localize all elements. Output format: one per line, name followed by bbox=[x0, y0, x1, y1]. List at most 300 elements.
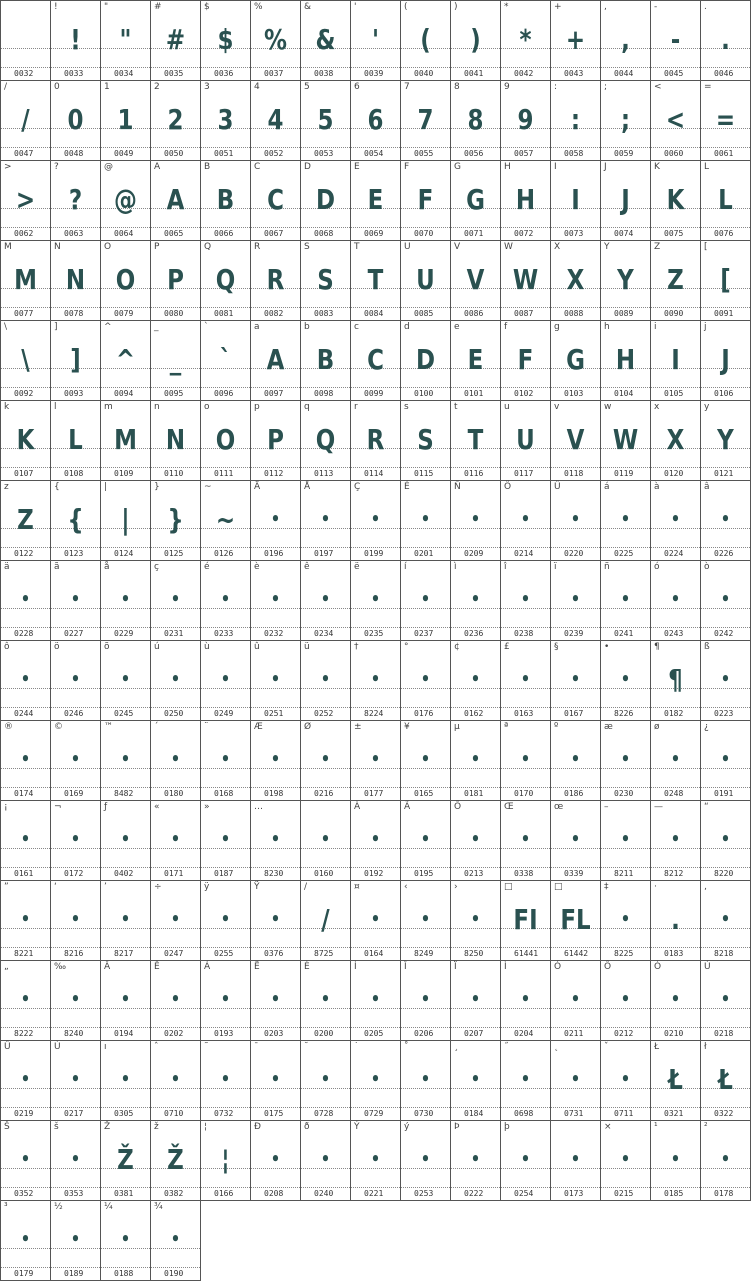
char-label: ª bbox=[504, 722, 509, 732]
glyph-preview: ' bbox=[371, 23, 380, 56]
descender-guide bbox=[551, 67, 600, 68]
descender-guide bbox=[451, 387, 500, 388]
descender-guide bbox=[301, 467, 350, 468]
descender-guide bbox=[451, 1027, 500, 1028]
glyph-cell bbox=[700, 880, 751, 960]
descender-guide bbox=[151, 1187, 200, 1188]
glyph-cell bbox=[150, 400, 200, 480]
descender-guide bbox=[451, 947, 500, 948]
glyph-cell bbox=[100, 480, 150, 560]
descender-guide bbox=[301, 1107, 350, 1108]
glyph-cell bbox=[450, 960, 500, 1040]
char-code: 0223 bbox=[714, 709, 734, 718]
char-code: 0183 bbox=[664, 949, 684, 958]
char-label: e bbox=[454, 322, 460, 332]
glyph-preview: • bbox=[420, 1149, 431, 1170]
char-label: n bbox=[154, 402, 160, 412]
glyph-cell bbox=[0, 640, 50, 720]
glyph-cell bbox=[600, 1120, 650, 1201]
char-label: 1 bbox=[104, 82, 110, 92]
glyph-preview: • bbox=[620, 989, 631, 1010]
glyph-cell bbox=[600, 80, 650, 160]
char-label: ˘ bbox=[304, 1042, 309, 1052]
glyph-cell bbox=[650, 800, 700, 880]
glyph-cell bbox=[300, 800, 350, 880]
descender-guide bbox=[601, 787, 650, 788]
descender-guide bbox=[1, 227, 50, 228]
descender-guide bbox=[201, 547, 250, 548]
glyph-cell bbox=[0, 960, 50, 1040]
glyph-preview: • bbox=[420, 749, 431, 770]
char-label: O bbox=[104, 242, 112, 252]
glyph-preview: 3 bbox=[217, 103, 234, 136]
glyph-preview: • bbox=[20, 749, 31, 770]
char-code: 0178 bbox=[714, 1189, 734, 1198]
glyph-preview: R bbox=[366, 423, 385, 456]
char-code: 0050 bbox=[164, 149, 184, 158]
glyph-preview: • bbox=[520, 509, 531, 530]
char-label: g bbox=[554, 322, 560, 332]
glyph-cell bbox=[0, 240, 50, 320]
glyph-preview: • bbox=[570, 509, 581, 530]
glyph-cell bbox=[0, 1200, 50, 1281]
char-code: 0203 bbox=[264, 1029, 284, 1038]
char-label: l bbox=[54, 402, 57, 412]
descender-guide bbox=[251, 467, 300, 468]
descender-guide bbox=[651, 307, 700, 308]
glyph-cell bbox=[350, 160, 400, 240]
char-label: 9 bbox=[504, 82, 510, 92]
descender-guide bbox=[501, 867, 550, 868]
glyph-cell bbox=[0, 160, 50, 240]
glyph-preview: • bbox=[420, 1069, 431, 1090]
char-label: ë bbox=[354, 562, 360, 572]
descender-guide bbox=[351, 467, 400, 468]
char-label: ² bbox=[704, 1122, 708, 1132]
char-label: þ bbox=[504, 1122, 510, 1132]
glyph-preview: V bbox=[466, 263, 485, 296]
glyph-cell bbox=[550, 160, 600, 240]
glyph-preview: • bbox=[220, 589, 231, 610]
char-code: 0218 bbox=[714, 1029, 734, 1038]
glyph-preview: • bbox=[20, 1149, 31, 1170]
char-label: h bbox=[604, 322, 610, 332]
descender-guide bbox=[351, 67, 400, 68]
descender-guide bbox=[401, 147, 450, 148]
descender-guide bbox=[401, 387, 450, 388]
char-code: 0182 bbox=[664, 709, 684, 718]
glyph-preview: • bbox=[20, 909, 31, 930]
glyph-preview: • bbox=[220, 829, 231, 850]
char-label: ƒ bbox=[104, 802, 108, 812]
char-code: 0172 bbox=[64, 869, 84, 878]
descender-guide bbox=[701, 387, 750, 388]
descender-guide bbox=[51, 787, 100, 788]
char-code: 0166 bbox=[214, 1189, 234, 1198]
char-code: 0052 bbox=[264, 149, 284, 158]
glyph-cell bbox=[200, 160, 250, 240]
glyph-preview: ( bbox=[420, 23, 431, 56]
descender-guide bbox=[401, 1107, 450, 1108]
glyph-preview: • bbox=[120, 669, 131, 690]
descender-guide bbox=[501, 1187, 550, 1188]
char-label: ˝ bbox=[504, 1042, 509, 1052]
char-code: 0071 bbox=[464, 229, 484, 238]
char-code: 8211 bbox=[614, 869, 634, 878]
char-label: j bbox=[704, 322, 707, 332]
glyph-cell bbox=[350, 960, 400, 1040]
char-code: 0049 bbox=[114, 149, 134, 158]
descender-guide bbox=[451, 1187, 500, 1188]
char-code: 0171 bbox=[164, 869, 184, 878]
glyph-cell bbox=[150, 480, 200, 560]
glyph-preview: @ bbox=[114, 183, 137, 216]
glyph-cell bbox=[650, 80, 700, 160]
glyph-cell bbox=[300, 720, 350, 800]
descender-guide bbox=[401, 707, 450, 708]
char-label: ò bbox=[704, 562, 710, 572]
glyph-preview: . bbox=[721, 23, 730, 56]
char-code: 0197 bbox=[314, 549, 334, 558]
glyph-preview: • bbox=[270, 1149, 281, 1170]
descender-guide bbox=[501, 947, 550, 948]
glyph-preview: B bbox=[216, 183, 235, 216]
char-label: ˜ bbox=[204, 1042, 209, 1052]
char-label: + bbox=[554, 2, 562, 12]
glyph-cell bbox=[500, 80, 550, 160]
descender-guide bbox=[701, 227, 750, 228]
char-code: 0248 bbox=[664, 789, 684, 798]
char-code: 0120 bbox=[664, 469, 684, 478]
glyph-preview: • bbox=[570, 1069, 581, 1090]
glyph-cell bbox=[0, 0, 50, 80]
char-code: 0376 bbox=[264, 949, 284, 958]
descender-guide bbox=[601, 547, 650, 548]
glyph-cell bbox=[500, 0, 550, 80]
char-label: P bbox=[154, 242, 160, 252]
char-code: 61442 bbox=[564, 949, 589, 958]
glyph-preview: D bbox=[315, 183, 336, 216]
glyph-preview: • bbox=[370, 669, 381, 690]
char-label: D bbox=[304, 162, 311, 172]
char-code: 0094 bbox=[114, 389, 134, 398]
glyph-preview: ` bbox=[219, 343, 232, 376]
descender-guide bbox=[201, 467, 250, 468]
char-label: Y bbox=[604, 242, 610, 252]
char-code: 0115 bbox=[414, 469, 434, 478]
char-code: 0061 bbox=[714, 149, 734, 158]
char-code: 0038 bbox=[314, 69, 334, 78]
descender-guide bbox=[201, 227, 250, 228]
glyph-preview: Y bbox=[717, 423, 734, 456]
glyph-cell bbox=[450, 80, 500, 160]
char-code: 0092 bbox=[14, 389, 34, 398]
descender-guide bbox=[651, 707, 700, 708]
char-label: ‡ bbox=[604, 882, 609, 892]
char-label: 7 bbox=[404, 82, 410, 92]
glyph-preview: + bbox=[565, 23, 586, 56]
char-code: 0217 bbox=[64, 1109, 84, 1118]
glyph-preview: • bbox=[620, 749, 631, 770]
char-code: 0063 bbox=[64, 229, 84, 238]
char-code: 0239 bbox=[564, 629, 584, 638]
glyph-preview: • bbox=[70, 989, 81, 1010]
glyph-preview: • bbox=[170, 669, 181, 690]
descender-guide bbox=[601, 467, 650, 468]
glyph-cell bbox=[250, 720, 300, 800]
descender-guide bbox=[551, 707, 600, 708]
char-label: ¡ bbox=[4, 802, 8, 812]
descender-guide bbox=[551, 227, 600, 228]
glyph-cell bbox=[650, 560, 700, 640]
char-label: ; bbox=[604, 82, 608, 92]
char-code: 0046 bbox=[714, 69, 734, 78]
descender-guide bbox=[501, 1027, 550, 1028]
descender-guide bbox=[601, 147, 650, 148]
glyph-cell bbox=[550, 320, 600, 400]
glyph-cell bbox=[600, 880, 650, 960]
glyph-preview: • bbox=[520, 589, 531, 610]
char-code: 0305 bbox=[114, 1109, 134, 1118]
glyph-preview: • bbox=[220, 1069, 231, 1090]
glyph-preview: R bbox=[266, 263, 285, 296]
glyph-preview: • bbox=[470, 989, 481, 1010]
glyph-preview: O bbox=[215, 423, 236, 456]
char-code: 0338 bbox=[514, 869, 534, 878]
char-code: 8218 bbox=[714, 949, 734, 958]
char-label: Ú bbox=[704, 962, 711, 972]
glyph-preview: • bbox=[120, 989, 131, 1010]
glyph-cell bbox=[500, 480, 550, 560]
descender-guide bbox=[301, 1027, 350, 1028]
char-code: 0045 bbox=[664, 69, 684, 78]
descender-guide bbox=[551, 627, 600, 628]
char-label: œ bbox=[554, 802, 564, 812]
glyph-preview: • bbox=[420, 989, 431, 1010]
glyph-cell bbox=[100, 880, 150, 960]
char-label: 6 bbox=[354, 82, 360, 92]
char-code: 0078 bbox=[64, 309, 84, 318]
descender-guide bbox=[101, 1187, 150, 1188]
char-label: ı bbox=[104, 1042, 107, 1052]
char-label: t bbox=[454, 402, 458, 412]
glyph-cell bbox=[150, 160, 200, 240]
char-label: Q bbox=[204, 242, 212, 252]
descender-guide bbox=[151, 147, 200, 148]
glyph-preview: 1 bbox=[117, 103, 134, 136]
glyph-cell bbox=[150, 1040, 200, 1120]
glyph-preview: • bbox=[320, 1069, 331, 1090]
descender-guide bbox=[601, 1107, 650, 1108]
glyph-cell bbox=[550, 0, 600, 80]
char-code: 0091 bbox=[714, 309, 734, 318]
char-code: 0208 bbox=[264, 1189, 284, 1198]
char-code: 0126 bbox=[214, 549, 234, 558]
glyph-cell bbox=[500, 880, 550, 960]
char-code: 0212 bbox=[614, 1029, 634, 1038]
glyph-preview: • bbox=[120, 589, 131, 610]
glyph-preview: • bbox=[570, 1149, 581, 1170]
char-label: † bbox=[354, 642, 359, 652]
descender-guide bbox=[651, 1187, 700, 1188]
char-label: F bbox=[404, 162, 410, 172]
descender-guide bbox=[301, 707, 350, 708]
char-code: 8226 bbox=[614, 709, 634, 718]
glyph-preview: , bbox=[621, 23, 630, 56]
glyph-cell bbox=[400, 720, 450, 800]
descender-guide bbox=[351, 1107, 400, 1108]
glyph-cell bbox=[150, 720, 200, 800]
glyph-cell bbox=[50, 880, 100, 960]
char-label: ½ bbox=[54, 1202, 63, 1212]
glyph-cell bbox=[600, 960, 650, 1040]
char-code: 0246 bbox=[64, 709, 84, 718]
char-label: â bbox=[704, 482, 710, 492]
char-label: - bbox=[654, 2, 658, 12]
char-code: 0382 bbox=[164, 1189, 184, 1198]
glyph-preview: S bbox=[417, 423, 434, 456]
char-label: * bbox=[504, 2, 509, 12]
char-code: 0193 bbox=[214, 1029, 234, 1038]
char-label: w bbox=[604, 402, 612, 412]
glyph-cell bbox=[150, 800, 200, 880]
char-code: 0177 bbox=[364, 789, 384, 798]
char-code: 0088 bbox=[564, 309, 584, 318]
char-label: ž bbox=[154, 1122, 159, 1132]
char-label: i bbox=[654, 322, 657, 332]
descender-guide bbox=[701, 1027, 750, 1028]
glyph-preview: D bbox=[415, 343, 436, 376]
glyph-cell bbox=[0, 320, 50, 400]
char-code: 0253 bbox=[414, 1189, 434, 1198]
char-label: s bbox=[404, 402, 409, 412]
char-label: 5 bbox=[304, 82, 310, 92]
glyph-cell bbox=[600, 160, 650, 240]
descender-guide bbox=[1, 307, 50, 308]
glyph-cell bbox=[700, 800, 751, 880]
glyph-preview: • bbox=[270, 509, 281, 530]
glyph-cell bbox=[50, 720, 100, 800]
char-code: 0211 bbox=[564, 1029, 584, 1038]
char-label: µ bbox=[454, 722, 460, 732]
glyph-cell bbox=[100, 720, 150, 800]
descender-guide bbox=[151, 627, 200, 628]
descender-guide bbox=[101, 547, 150, 548]
char-label: 0 bbox=[54, 82, 60, 92]
glyph-preview: • bbox=[470, 829, 481, 850]
glyph-cell bbox=[650, 400, 700, 480]
glyph-cell bbox=[0, 1120, 50, 1200]
descender-guide bbox=[251, 707, 300, 708]
glyph-preview: E bbox=[467, 343, 484, 376]
char-code: 0080 bbox=[164, 309, 184, 318]
glyph-preview: Ž bbox=[117, 1143, 134, 1176]
char-code: 0242 bbox=[714, 629, 734, 638]
char-code: 0042 bbox=[514, 69, 534, 78]
descender-guide bbox=[351, 867, 400, 868]
glyph-preview: • bbox=[320, 509, 331, 530]
glyph-cell bbox=[100, 400, 150, 480]
char-label: ¸ bbox=[454, 1042, 459, 1052]
glyph-preview: • bbox=[370, 589, 381, 610]
glyph-cell bbox=[100, 320, 150, 400]
glyph-preview: • bbox=[370, 1149, 381, 1170]
char-code: 0053 bbox=[314, 149, 334, 158]
glyph-preview: • bbox=[370, 829, 381, 850]
descender-guide bbox=[701, 1107, 750, 1108]
char-label: ¤ bbox=[354, 882, 360, 892]
glyph-preview: A bbox=[166, 183, 185, 216]
glyph-preview: • bbox=[120, 829, 131, 850]
descender-guide bbox=[601, 1187, 650, 1188]
descender-guide bbox=[701, 627, 750, 628]
glyph-cell bbox=[250, 640, 300, 720]
glyph-preview: W bbox=[512, 263, 539, 296]
glyph-preview: / bbox=[321, 903, 330, 936]
descender-guide bbox=[251, 867, 300, 868]
char-code: 0205 bbox=[364, 1029, 384, 1038]
char-label: z bbox=[4, 482, 9, 492]
char-label: ˇ bbox=[604, 1042, 609, 1052]
descender-guide bbox=[351, 1187, 400, 1188]
char-label: š bbox=[54, 1122, 59, 1132]
char-label: Š bbox=[4, 1122, 10, 1132]
char-code: 0034 bbox=[114, 69, 134, 78]
descender-guide bbox=[601, 627, 650, 628]
descender-guide bbox=[151, 547, 200, 548]
glyph-preview: • bbox=[20, 1229, 31, 1250]
glyph-preview: • bbox=[470, 589, 481, 610]
glyph-cell bbox=[350, 320, 400, 400]
char-code: 0711 bbox=[614, 1109, 634, 1118]
glyph-preview: • bbox=[420, 589, 431, 610]
char-code: 0206 bbox=[414, 1029, 434, 1038]
char-label: ¬ bbox=[54, 802, 62, 812]
char-label: 2 bbox=[154, 82, 160, 92]
descender-guide bbox=[651, 147, 700, 148]
glyph-cell bbox=[250, 400, 300, 480]
glyph-preview: • bbox=[720, 829, 731, 850]
glyph-preview: [ bbox=[720, 263, 731, 296]
char-label: ‘ bbox=[54, 882, 57, 892]
glyph-preview: • bbox=[120, 1229, 131, 1250]
glyph-cell bbox=[450, 720, 500, 800]
char-code: 0070 bbox=[414, 229, 434, 238]
descender-guide bbox=[501, 307, 550, 308]
char-code: 8221 bbox=[14, 949, 34, 958]
glyph-preview: = bbox=[715, 103, 736, 136]
descender-guide bbox=[601, 67, 650, 68]
char-label: Ê bbox=[154, 962, 160, 972]
char-code: 0111 bbox=[214, 469, 234, 478]
glyph-preview: J bbox=[721, 343, 730, 376]
descender-guide bbox=[501, 227, 550, 228]
descender-guide bbox=[451, 627, 500, 628]
char-code: 0198 bbox=[264, 789, 284, 798]
char-label: ÿ bbox=[204, 882, 210, 892]
descender-guide bbox=[301, 867, 350, 868]
char-code: 0121 bbox=[714, 469, 734, 478]
glyph-preview: • bbox=[70, 669, 81, 690]
glyph-cell bbox=[400, 480, 450, 560]
glyph-cell bbox=[500, 240, 550, 320]
glyph-preview: FL bbox=[560, 903, 591, 936]
glyph-cell bbox=[100, 960, 150, 1040]
descender-guide bbox=[551, 547, 600, 548]
glyph-preview: V bbox=[566, 423, 585, 456]
glyph-cell bbox=[500, 320, 550, 400]
char-label: ø bbox=[654, 722, 660, 732]
